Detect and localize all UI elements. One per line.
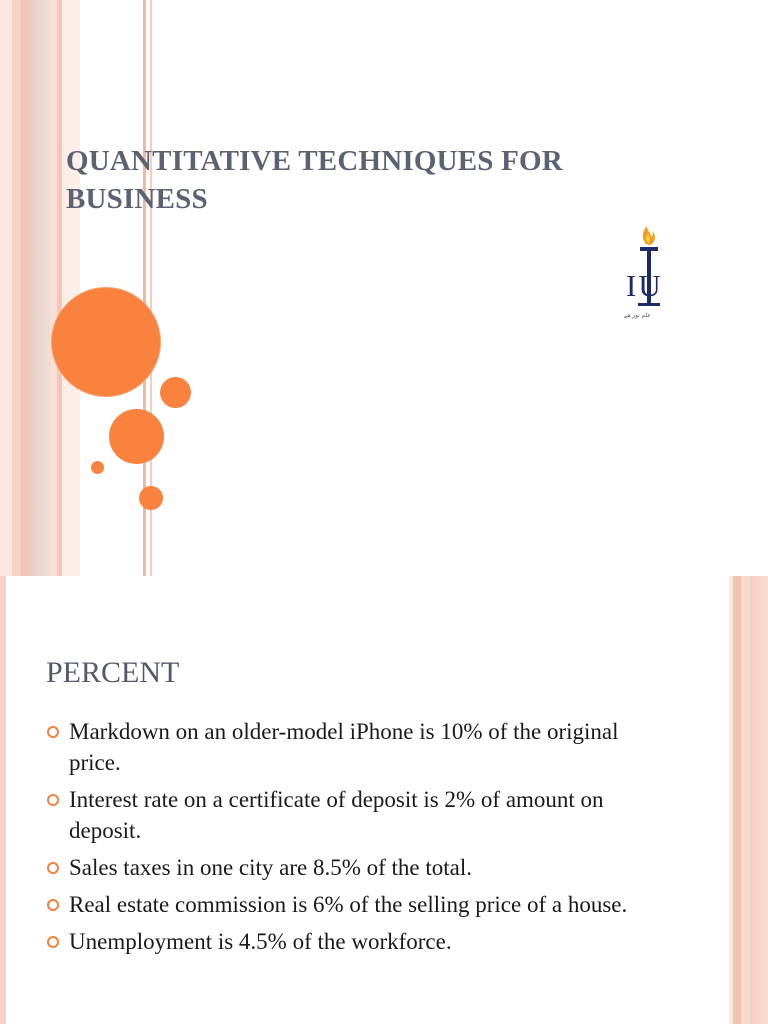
decor-stripe — [21, 0, 51, 576]
decor-circle-medium — [109, 409, 164, 464]
logo-subtext: علم نور هے — [624, 313, 651, 319]
circle-bullet-icon — [47, 936, 59, 948]
decor-stripe — [12, 0, 21, 576]
decor-stripe — [0, 576, 6, 1024]
decor-stripe — [733, 576, 741, 1024]
bullet-list — [46, 716, 666, 963]
bullet-item — [46, 852, 666, 883]
slide-title: PERCENT — [46, 656, 180, 689]
circle-bullet-icon — [47, 794, 59, 806]
decor-stripe — [0, 0, 12, 576]
bullet-text: Interest rate on a certificate of deposit is 2% of amount on deposit. — [69, 787, 604, 843]
bullet-item — [46, 716, 666, 778]
bullet-item — [46, 926, 666, 957]
decor-circle-small — [160, 377, 191, 408]
bullet-item — [46, 889, 666, 920]
decor-circle-large — [52, 288, 160, 396]
university-logo — [616, 226, 682, 322]
circle-bullet-icon — [47, 862, 59, 874]
decor-circle-tiny — [91, 461, 104, 474]
content-slide — [0, 576, 768, 1024]
bullet-item — [46, 784, 666, 846]
circle-bullet-icon — [47, 726, 59, 738]
decor-circle-small — [139, 486, 163, 510]
decor-stripe — [62, 0, 80, 576]
logo-text: IU — [626, 268, 663, 303]
slide-title: QUANTITATIVE TECHNIQUES FOR BUSINESS — [66, 145, 563, 215]
bullet-text: Unemployment is 4.5% of the workforce. — [69, 929, 452, 954]
decor-stripe — [741, 576, 750, 1024]
bullet-text: Sales taxes in one city are 8.5% of the total. — [69, 855, 473, 880]
circle-bullet-icon — [47, 899, 59, 911]
bullet-text: Markdown on an older-model iPhone is 10% of the original price. — [69, 719, 619, 775]
bullet-text: Real estate commission is 6% of the selling price of a house. — [69, 892, 628, 917]
decor-stripe — [750, 576, 768, 1024]
